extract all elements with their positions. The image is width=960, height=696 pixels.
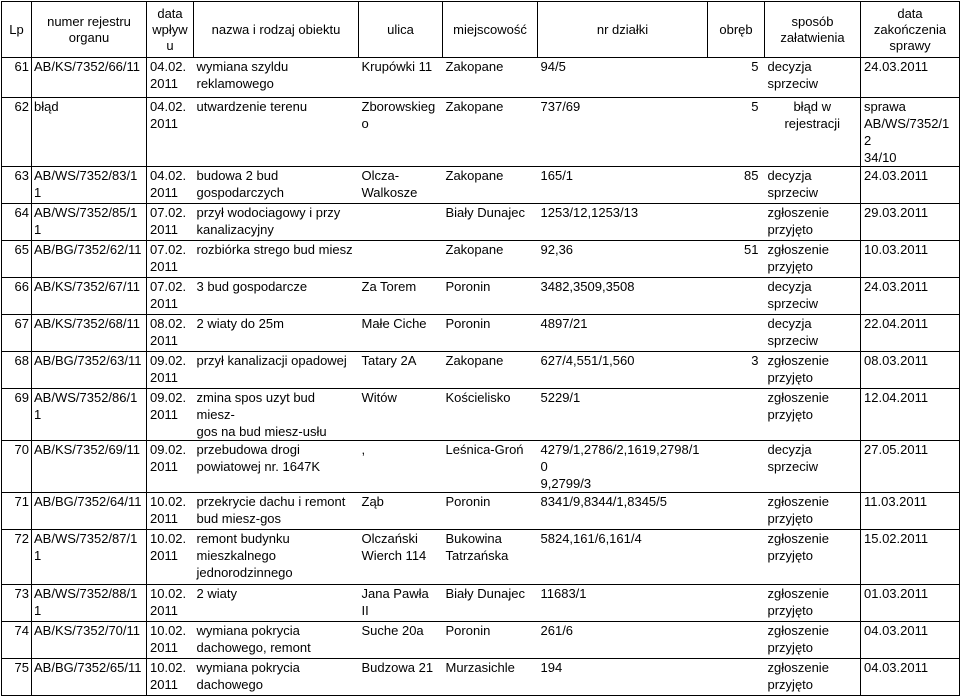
row-method: zgłoszenie przyjęto xyxy=(765,241,861,278)
row-place: Poronin xyxy=(443,622,538,659)
header-lp: Lp xyxy=(2,2,32,58)
header-object-name: nazwa i rodzaj obiektu xyxy=(194,2,359,58)
row-date-close: 27.05.2011 xyxy=(861,441,960,493)
row-register-number: AB/BG/7352/65/11 xyxy=(32,659,147,696)
row-date-in: 04.02. 2011 xyxy=(147,98,194,167)
row-place: Poronin xyxy=(443,315,538,352)
row-plot-number: 5824,161/6,161/4 xyxy=(538,530,708,585)
row-plot-number: 1253/12,1253/13 xyxy=(538,204,708,241)
row-place: Biały Dunajec xyxy=(443,204,538,241)
row-street: Jana Pawła II xyxy=(359,585,443,622)
row-register-number: AB/WS/7352/87/11 xyxy=(32,530,147,585)
row-lp: 71 xyxy=(2,493,32,530)
row-method: zgłoszenie przyjęto xyxy=(765,352,861,389)
row-place: Zakopane xyxy=(443,241,538,278)
row-plot-number: 3482,3509,3508 xyxy=(538,278,708,315)
row-district xyxy=(708,204,765,241)
row-district xyxy=(708,585,765,622)
row-district: 85 xyxy=(708,167,765,204)
row-date-close: 08.03.2011 xyxy=(861,352,960,389)
row-plot-number: 627/4,551/1,560 xyxy=(538,352,708,389)
row-object-name: wymiana pokrycia dachowego, remont xyxy=(194,622,359,659)
row-register-number: błąd xyxy=(32,98,147,167)
row-date-in: 04.02. 2011 xyxy=(147,58,194,98)
header-register-number: numer rejestru organu xyxy=(32,2,147,58)
row-method: zgłoszenie przyjęto xyxy=(765,659,861,696)
row-method: błąd w rejestracji xyxy=(765,98,861,167)
row-date-close: 01.03.2011 xyxy=(861,585,960,622)
row-date-close: 10.03.2011 xyxy=(861,241,960,278)
row-object-name: przył kanalizacji opadowej xyxy=(194,352,359,389)
row-street xyxy=(359,241,443,278)
table-header xyxy=(2,2,960,58)
row-date-in: 10.02. 2011 xyxy=(147,659,194,696)
row-lp: 61 xyxy=(2,58,32,98)
row-place: Zakopane xyxy=(443,167,538,204)
row-object-name: 3 bud gospodarcze xyxy=(194,278,359,315)
row-method: decyzja sprzeciw xyxy=(765,315,861,352)
row-date-close: sprawa AB/WS/7352/12 34/10 xyxy=(861,98,960,167)
row-object-name: przekrycie dachu i remont bud miesz-gos xyxy=(194,493,359,530)
row-plot-number: 11683/1 xyxy=(538,585,708,622)
row-method: decyzja sprzeciw xyxy=(765,441,861,493)
row-date-in: 07.02. 2011 xyxy=(147,204,194,241)
row-date-in: 08.02. 2011 xyxy=(147,315,194,352)
row-place: Biały Dunajec xyxy=(443,585,538,622)
row-lp: 66 xyxy=(2,278,32,315)
row-date-close: 15.02.2011 xyxy=(861,530,960,585)
row-date-in: 09.02. 2011 xyxy=(147,441,194,493)
row-plot-number: 165/1 xyxy=(538,167,708,204)
row-street: Olcza- Walkosze xyxy=(359,167,443,204)
table-row xyxy=(2,315,960,352)
row-place: Zakopane xyxy=(443,352,538,389)
table-row xyxy=(2,98,960,167)
row-date-close: 24.03.2011 xyxy=(861,58,960,98)
row-method: zgłoszenie przyjęto xyxy=(765,204,861,241)
header-date-close: data zakończenia sprawy xyxy=(861,2,960,58)
row-date-in: 10.02. 2011 xyxy=(147,585,194,622)
table-row xyxy=(2,493,960,530)
row-plot-number: 94/5 xyxy=(538,58,708,98)
row-lp: 63 xyxy=(2,167,32,204)
row-date-close: 22.04.2011 xyxy=(861,315,960,352)
row-method: zgłoszenie przyjęto xyxy=(765,493,861,530)
row-district xyxy=(708,315,765,352)
row-object-name: zmina spos uzyt bud miesz- gos na bud miesz-usłu xyxy=(194,389,359,441)
row-object-name: wymiana pokrycia dachowego xyxy=(194,659,359,696)
row-district: 5 xyxy=(708,58,765,98)
row-register-number: AB/WS/7352/83/11 xyxy=(32,167,147,204)
table-row xyxy=(2,167,960,204)
header-plot-number: nr działki xyxy=(538,2,708,58)
row-place: Poronin xyxy=(443,493,538,530)
row-date-in: 07.02. 2011 xyxy=(147,241,194,278)
row-lp: 75 xyxy=(2,659,32,696)
row-object-name: przył wodociagowy i przy kanalizacyjny xyxy=(194,204,359,241)
row-date-close: 29.03.2011 xyxy=(861,204,960,241)
row-method: decyzja sprzeciw xyxy=(765,278,861,315)
row-district xyxy=(708,389,765,441)
row-street: Suche 20a xyxy=(359,622,443,659)
table-row xyxy=(2,58,960,98)
row-register-number: AB/KS/7352/70/11 xyxy=(32,622,147,659)
row-register-number: AB/KS/7352/69/11 xyxy=(32,441,147,493)
row-street: Tatary 2A xyxy=(359,352,443,389)
row-date-in: 10.02. 2011 xyxy=(147,622,194,659)
row-register-number: AB/BG/7352/63/11 xyxy=(32,352,147,389)
row-district xyxy=(708,278,765,315)
row-street: Olczański Wierch 114 xyxy=(359,530,443,585)
row-plot-number: 261/6 xyxy=(538,622,708,659)
table-row xyxy=(2,204,960,241)
row-method: zgłoszenie przyjęto xyxy=(765,530,861,585)
row-lp: 64 xyxy=(2,204,32,241)
row-register-number: AB/WS/7352/88/11 xyxy=(32,585,147,622)
row-street: Witów xyxy=(359,389,443,441)
row-district xyxy=(708,493,765,530)
table-row xyxy=(2,659,960,696)
row-street: Małe Ciche xyxy=(359,315,443,352)
row-object-name: utwardzenie terenu xyxy=(194,98,359,167)
row-street xyxy=(359,204,443,241)
row-plot-number: 4279/1,2786/2,1619,2798/10 9,2799/3 xyxy=(538,441,708,493)
row-date-close: 24.03.2011 xyxy=(861,167,960,204)
row-register-number: AB/KS/7352/68/11 xyxy=(32,315,147,352)
row-place: Bukowina Tatrzańska xyxy=(443,530,538,585)
row-district xyxy=(708,659,765,696)
row-method: zgłoszenie przyjęto xyxy=(765,585,861,622)
row-object-name: 2 wiaty do 25m xyxy=(194,315,359,352)
row-register-number: AB/KS/7352/67/11 xyxy=(32,278,147,315)
row-lp: 74 xyxy=(2,622,32,659)
row-register-number: AB/BG/7352/62/11 xyxy=(32,241,147,278)
table-row xyxy=(2,241,960,278)
row-object-name: 2 wiaty xyxy=(194,585,359,622)
row-date-in: 04.02. 2011 xyxy=(147,167,194,204)
table-row xyxy=(2,530,960,585)
header-method: sposób załatwienia xyxy=(765,2,861,58)
row-object-name: budowa 2 bud gospodarczych xyxy=(194,167,359,204)
row-street: , xyxy=(359,441,443,493)
header-district: obręb xyxy=(708,2,765,58)
row-district xyxy=(708,530,765,585)
row-lp: 73 xyxy=(2,585,32,622)
row-place: Leśnica-Groń xyxy=(443,441,538,493)
row-lp: 67 xyxy=(2,315,32,352)
row-object-name: remont budynku mieszkalnego jednorodzinnego xyxy=(194,530,359,585)
row-plot-number: 737/69 xyxy=(538,98,708,167)
row-lp: 70 xyxy=(2,441,32,493)
table-row xyxy=(2,278,960,315)
row-lp: 62 xyxy=(2,98,32,167)
row-district: 3 xyxy=(708,352,765,389)
header-place: miejscowość xyxy=(443,2,538,58)
row-street: Zborowskieg o xyxy=(359,98,443,167)
row-register-number: AB/WS/7352/86/11 xyxy=(32,389,147,441)
row-place: Zakopane xyxy=(443,58,538,98)
row-district: 51 xyxy=(708,241,765,278)
row-method: decyzja sprzeciw xyxy=(765,167,861,204)
row-street: Krupówki 11 xyxy=(359,58,443,98)
table-row xyxy=(2,441,960,493)
table-body xyxy=(2,58,960,696)
row-lp: 65 xyxy=(2,241,32,278)
row-lp: 72 xyxy=(2,530,32,585)
row-place: Kościelisko xyxy=(443,389,538,441)
row-place: Zakopane xyxy=(443,98,538,167)
header-date-in: data wpływu xyxy=(147,2,194,58)
row-district xyxy=(708,441,765,493)
row-plot-number: 92,36 xyxy=(538,241,708,278)
table-row xyxy=(2,585,960,622)
header-street: ulica xyxy=(359,2,443,58)
row-date-in: 07.02. 2011 xyxy=(147,278,194,315)
row-plot-number: 8341/9,8344/1,8345/5 xyxy=(538,493,708,530)
row-date-close: 12.04.2011 xyxy=(861,389,960,441)
row-street: Za Torem xyxy=(359,278,443,315)
row-object-name: przebudowa drogi powiatowej nr. 1647K xyxy=(194,441,359,493)
row-date-in: 10.02. 2011 xyxy=(147,493,194,530)
register-table xyxy=(1,1,960,696)
row-date-close: 04.03.2011 xyxy=(861,659,960,696)
row-place: Murzasichle xyxy=(443,659,538,696)
row-date-in: 09.02. 2011 xyxy=(147,352,194,389)
row-object-name: rozbiórka strego bud miesz xyxy=(194,241,359,278)
row-register-number: AB/KS/7352/66/11 xyxy=(32,58,147,98)
row-method: zgłoszenie przyjęto xyxy=(765,622,861,659)
row-plot-number: 194 xyxy=(538,659,708,696)
row-street: Ząb xyxy=(359,493,443,530)
table-row xyxy=(2,352,960,389)
row-register-number: AB/BG/7352/64/11 xyxy=(32,493,147,530)
row-object-name: wymiana szyldu reklamowego xyxy=(194,58,359,98)
row-method: decyzja sprzeciw xyxy=(765,58,861,98)
row-street: Budzowa 21 xyxy=(359,659,443,696)
table-row xyxy=(2,389,960,441)
row-plot-number: 4897/21 xyxy=(538,315,708,352)
row-date-in: 10.02. 2011 xyxy=(147,530,194,585)
row-register-number: AB/WS/7352/85/11 xyxy=(32,204,147,241)
row-district xyxy=(708,622,765,659)
row-date-in: 09.02. 2011 xyxy=(147,389,194,441)
row-lp: 68 xyxy=(2,352,32,389)
row-plot-number: 5229/1 xyxy=(538,389,708,441)
row-date-close: 24.03.2011 xyxy=(861,278,960,315)
row-district: 5 xyxy=(708,98,765,167)
table-row xyxy=(2,622,960,659)
row-place: Poronin xyxy=(443,278,538,315)
row-date-close: 04.03.2011 xyxy=(861,622,960,659)
row-date-close: 11.03.2011 xyxy=(861,493,960,530)
row-lp: 69 xyxy=(2,389,32,441)
row-method: zgłoszenie przyjęto xyxy=(765,389,861,441)
